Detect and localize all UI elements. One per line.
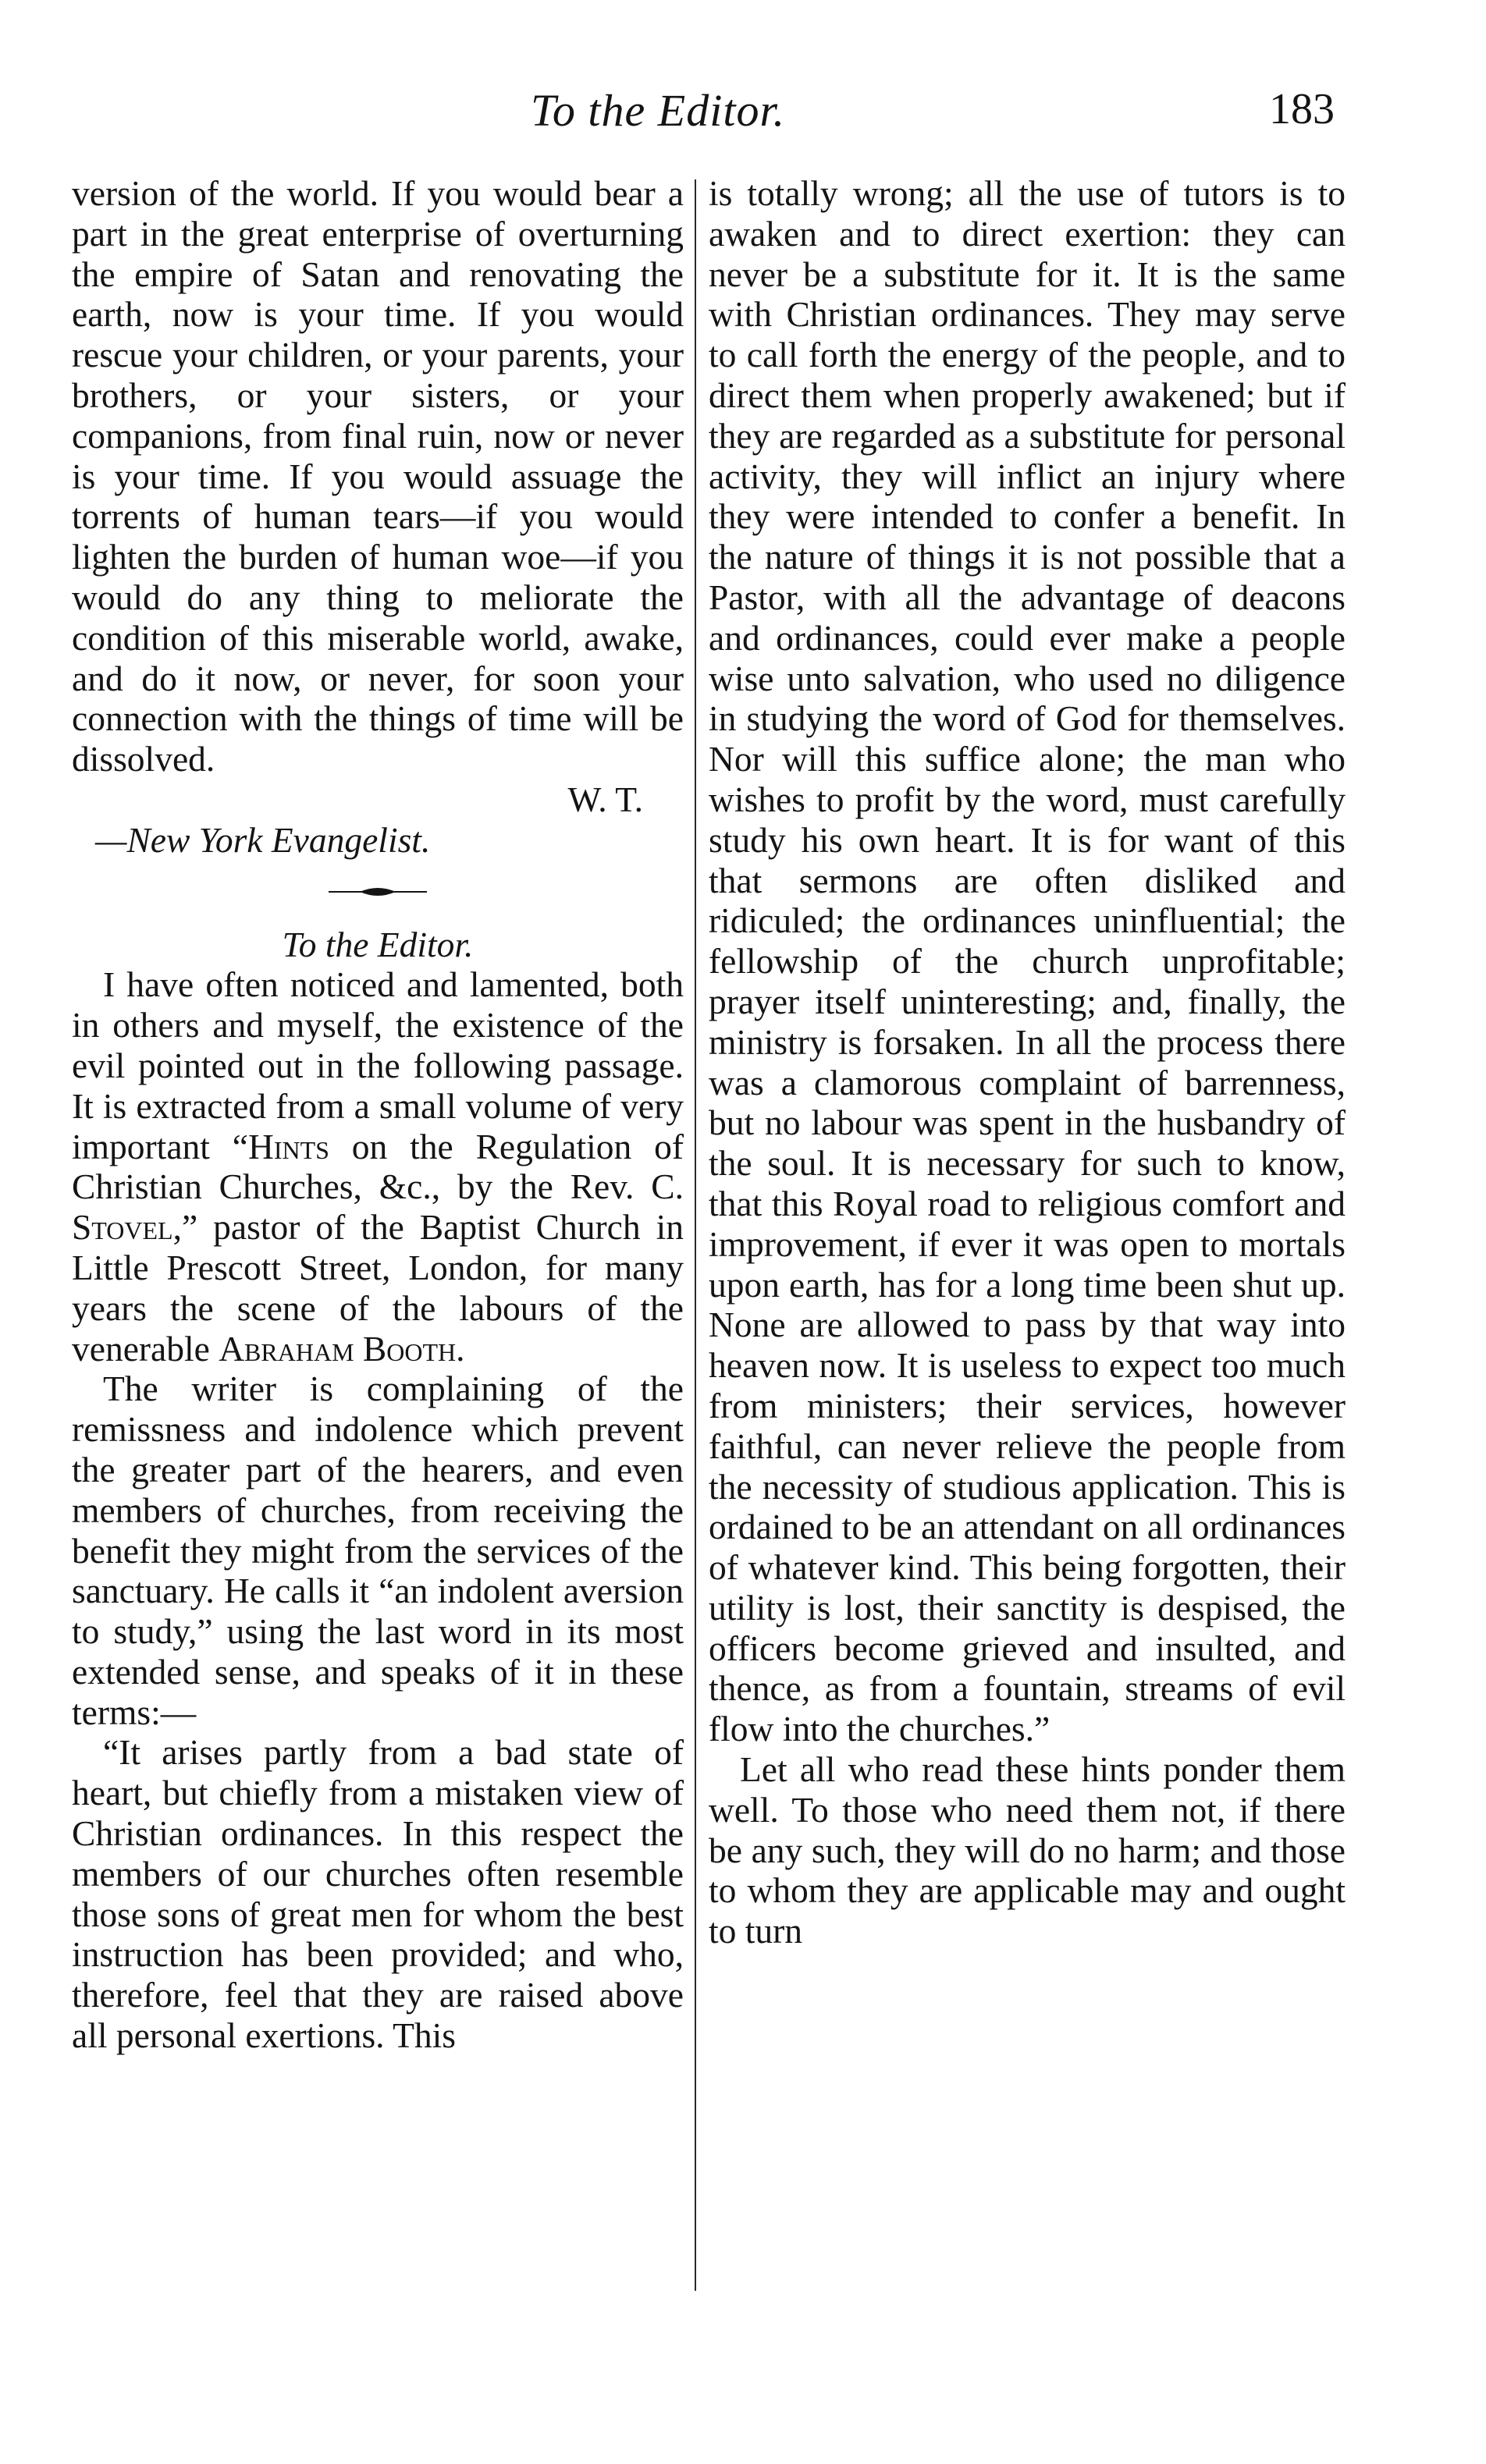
stovel-smallcaps: Stovel [72,1207,173,1248]
running-head [0,84,1486,147]
right-column [709,173,1346,1951]
left-column [72,173,684,2056]
author-signature: W. T. [567,779,643,819]
exhortation-paragraph: Let all who read these hints ponder them well. To those who need them not, if there be any such, they will do no harm; and those to whom they are applicable may and ought to turn [709,1749,1346,1951]
intro-paragraph [72,964,684,1369]
intro-text-1: I have often noticed and lamented, both in others and myself, the existence of the evil pointed out in the following passage. It is extracted from a small volume of very important “ [72,964,684,1166]
quotation-continued: is totally wrong; all the use of tutors is to awaken and to direct exertion: they can never be a substitute for it. It is the same with Christian ordinances. They may serve to call forth the energy of the people, and to direct them when properly awakened; but if they are regarded as a substitute for personal activity, they will inflict an injury where they were intended to confer a benefit. In the nature of things it is not possible that a Pastor, with all the advantage of deacons and ordinances, could ever make a people wise unto salvation, who used no diligence in studying the word of God for themselves. Nor will this suffice alone; the man who wishes to profit by the word, must carefully study his own heart. It is for want of this that sermons are often disliked and ridiculed; the ordinances uninfluential; the fellowship of the church unprofitable; prayer itself uninteresting; and, finally, the ministry is forsaken. In all the process there was a clamorous complaint of barrenness, but no labour was spent in the husbandry of the soul. It is necessary for such to know, that this Royal road to religious comfort and improvement, if ever it was open to mortals upon earth, has for a long time been shut up. None are allowed to pass by that way into heaven now. It is useless to expect too much from ministers; their services, however faithful, can never relieve the people from the necessity of studious application. This is ordained to be an attendant on all ordinances of whatever kind. This being forgotten, their utility is lost, their sanctity is despised, the officers become grieved and insulted, and thence, as from a fountain, streams of evil flow into the churches.” [709,173,1346,1749]
intro-text-3: ,” pastor of the Baptist Church in Little Prescott Street, London, for many years the scene of the labours of the venerable [72,1207,684,1369]
closing-paragraph: version of the world. If you would bear a part in the great enterprise of overturning the empire of Satan and renovating the earth, now is your time. If you would rescue your children, or your parents, your brothers, or your sisters, or your companions, from final ruin, now or never is your time. If you would assuage the torrents of human tears—if you would lighten the burden of human woe—if you would do any thing to meliorate the condition of this miserable world, awake, and do it now, or never, for soon your connection with the things of time will be dissolved. [72,173,684,779]
hints-smallcaps: Hints [247,1126,329,1166]
quotation-paragraph: “It arises partly from a bad state of heart, but chiefly from a mistaken view of Christian ordinances. In this respect the members of our churches often resemble those sons of great men for whom the best instruction has been provided; and who, therefore, feel that they are raised above all personal exertions. This [72,1732,684,2056]
intro-text-2: on the Regulation of Christian Churches, &c., by the Rev. C. [72,1126,684,1207]
page-number: 183 [1269,85,1335,133]
source-attribution: —New York Evangelist. [95,819,431,860]
column-divider [695,179,696,2291]
intro-text-4: . [456,1328,465,1369]
section-title: To the Editor. [282,924,474,964]
writer-paragraph: The writer is complaining of the remissness and indolence which prevent the greater part of the hearers, and even members of churches, from receiving the benefit they might from the services of the sanctuary. He calls it “an indolent aversion to study,” using the last word in its most extended sense, and speaks of it in these terms:— [72,1369,684,1732]
abraham-booth-smallcaps: Abraham Booth [219,1328,457,1369]
running-title: To the Editor. [531,85,786,136]
ornament-divider [327,886,428,898]
signoff-line [72,779,684,820]
